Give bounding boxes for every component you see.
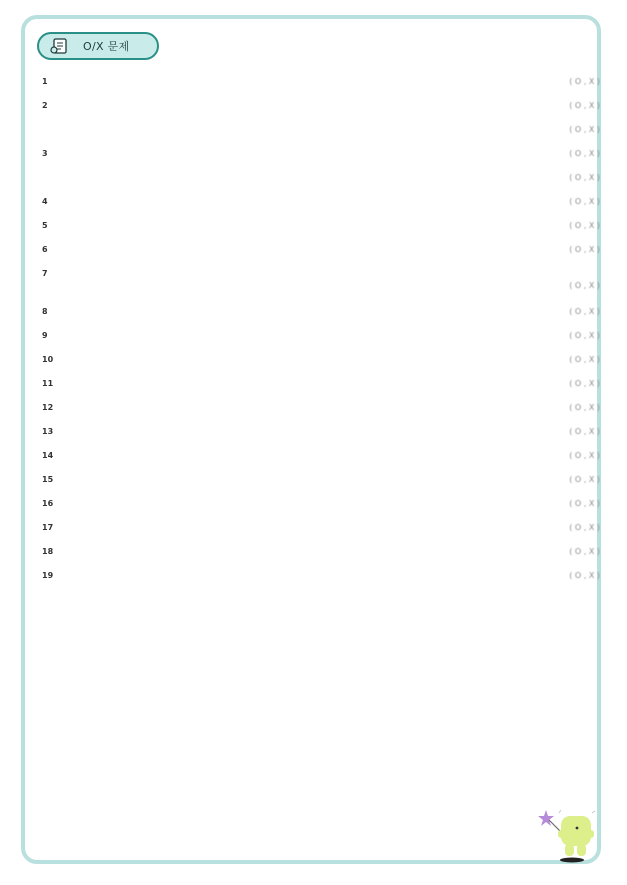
answer-choice-ox[interactable]: ( O , X ) (569, 221, 600, 230)
question-item (42, 396, 602, 420)
page-title: O/X 문제 (83, 40, 130, 53)
question-item (42, 166, 602, 190)
question-item (42, 468, 602, 492)
question-item (42, 142, 602, 166)
question-item (42, 372, 602, 396)
question-item (42, 348, 602, 372)
question-number: 13 (42, 427, 54, 436)
mascot-illustration (537, 808, 601, 864)
answer-choice-ox[interactable]: ( O , X ) (569, 427, 600, 436)
answer-choice-ox[interactable]: ( O , X ) (569, 245, 600, 254)
question-number: 18 (42, 547, 54, 556)
question-number: 7 (42, 269, 48, 278)
answer-choice-ox[interactable]: ( O , X ) (569, 173, 600, 182)
question-number: 15 (42, 475, 54, 484)
answer-choice-ox[interactable]: ( O , X ) (569, 499, 600, 508)
question-item (42, 540, 602, 564)
document-icon (49, 37, 69, 55)
question-item (42, 214, 602, 238)
answer-choice-ox[interactable]: ( O , X ) (569, 307, 600, 316)
answer-choice-ox[interactable]: ( O , X ) (569, 451, 600, 460)
answer-choice-ox[interactable]: ( O , X ) (569, 101, 600, 110)
question-number: 1 (42, 77, 48, 86)
answer-choice-ox[interactable]: ( O , X ) (569, 77, 600, 86)
question-number: 5 (42, 221, 48, 230)
question-number: 6 (42, 245, 48, 254)
question-number: 17 (42, 523, 54, 532)
question-item (42, 190, 602, 214)
answer-choice-ox[interactable]: ( O , X ) (569, 547, 600, 556)
question-item (42, 118, 602, 142)
answer-choice-ox[interactable]: ( O , X ) (569, 403, 600, 412)
answer-choice-ox[interactable]: ( O , X ) (569, 571, 600, 580)
question-number: 10 (42, 355, 54, 364)
answer-choice-ox[interactable]: ( O , X ) (569, 523, 600, 532)
answer-choice-ox[interactable]: ( O , X ) (569, 125, 600, 134)
question-item (42, 420, 602, 444)
answer-choice-ox[interactable]: ( O , X ) (569, 149, 600, 158)
question-item (42, 564, 602, 588)
question-item (42, 324, 602, 348)
answer-choice-ox[interactable]: ( O , X ) (569, 197, 600, 206)
question-number: 4 (42, 197, 48, 206)
question-item (42, 492, 602, 516)
answer-choice-ox[interactable]: ( O , X ) (569, 379, 600, 388)
question-number: 19 (42, 571, 54, 580)
question-number: 8 (42, 307, 48, 316)
question-item (42, 516, 602, 540)
question-item (42, 300, 602, 324)
question-number: 9 (42, 331, 48, 340)
question-number: 12 (42, 403, 54, 412)
question-item (42, 238, 602, 262)
question-number: 16 (42, 499, 54, 508)
question-item (42, 262, 602, 300)
question-number: 2 (42, 101, 48, 110)
answer-choice-ox[interactable]: ( O , X ) (569, 475, 600, 484)
answer-choice-ox[interactable]: ( O , X ) (569, 281, 600, 290)
question-list (42, 70, 602, 588)
answer-choice-ox[interactable]: ( O , X ) (569, 331, 600, 340)
section-title-badge (37, 32, 159, 60)
answer-choice-ox[interactable]: ( O , X ) (569, 355, 600, 364)
question-number: 11 (42, 379, 54, 388)
question-number: 14 (42, 451, 54, 460)
question-item (42, 444, 602, 468)
question-item (42, 70, 602, 94)
question-number: 3 (42, 149, 48, 158)
question-item (42, 94, 602, 118)
